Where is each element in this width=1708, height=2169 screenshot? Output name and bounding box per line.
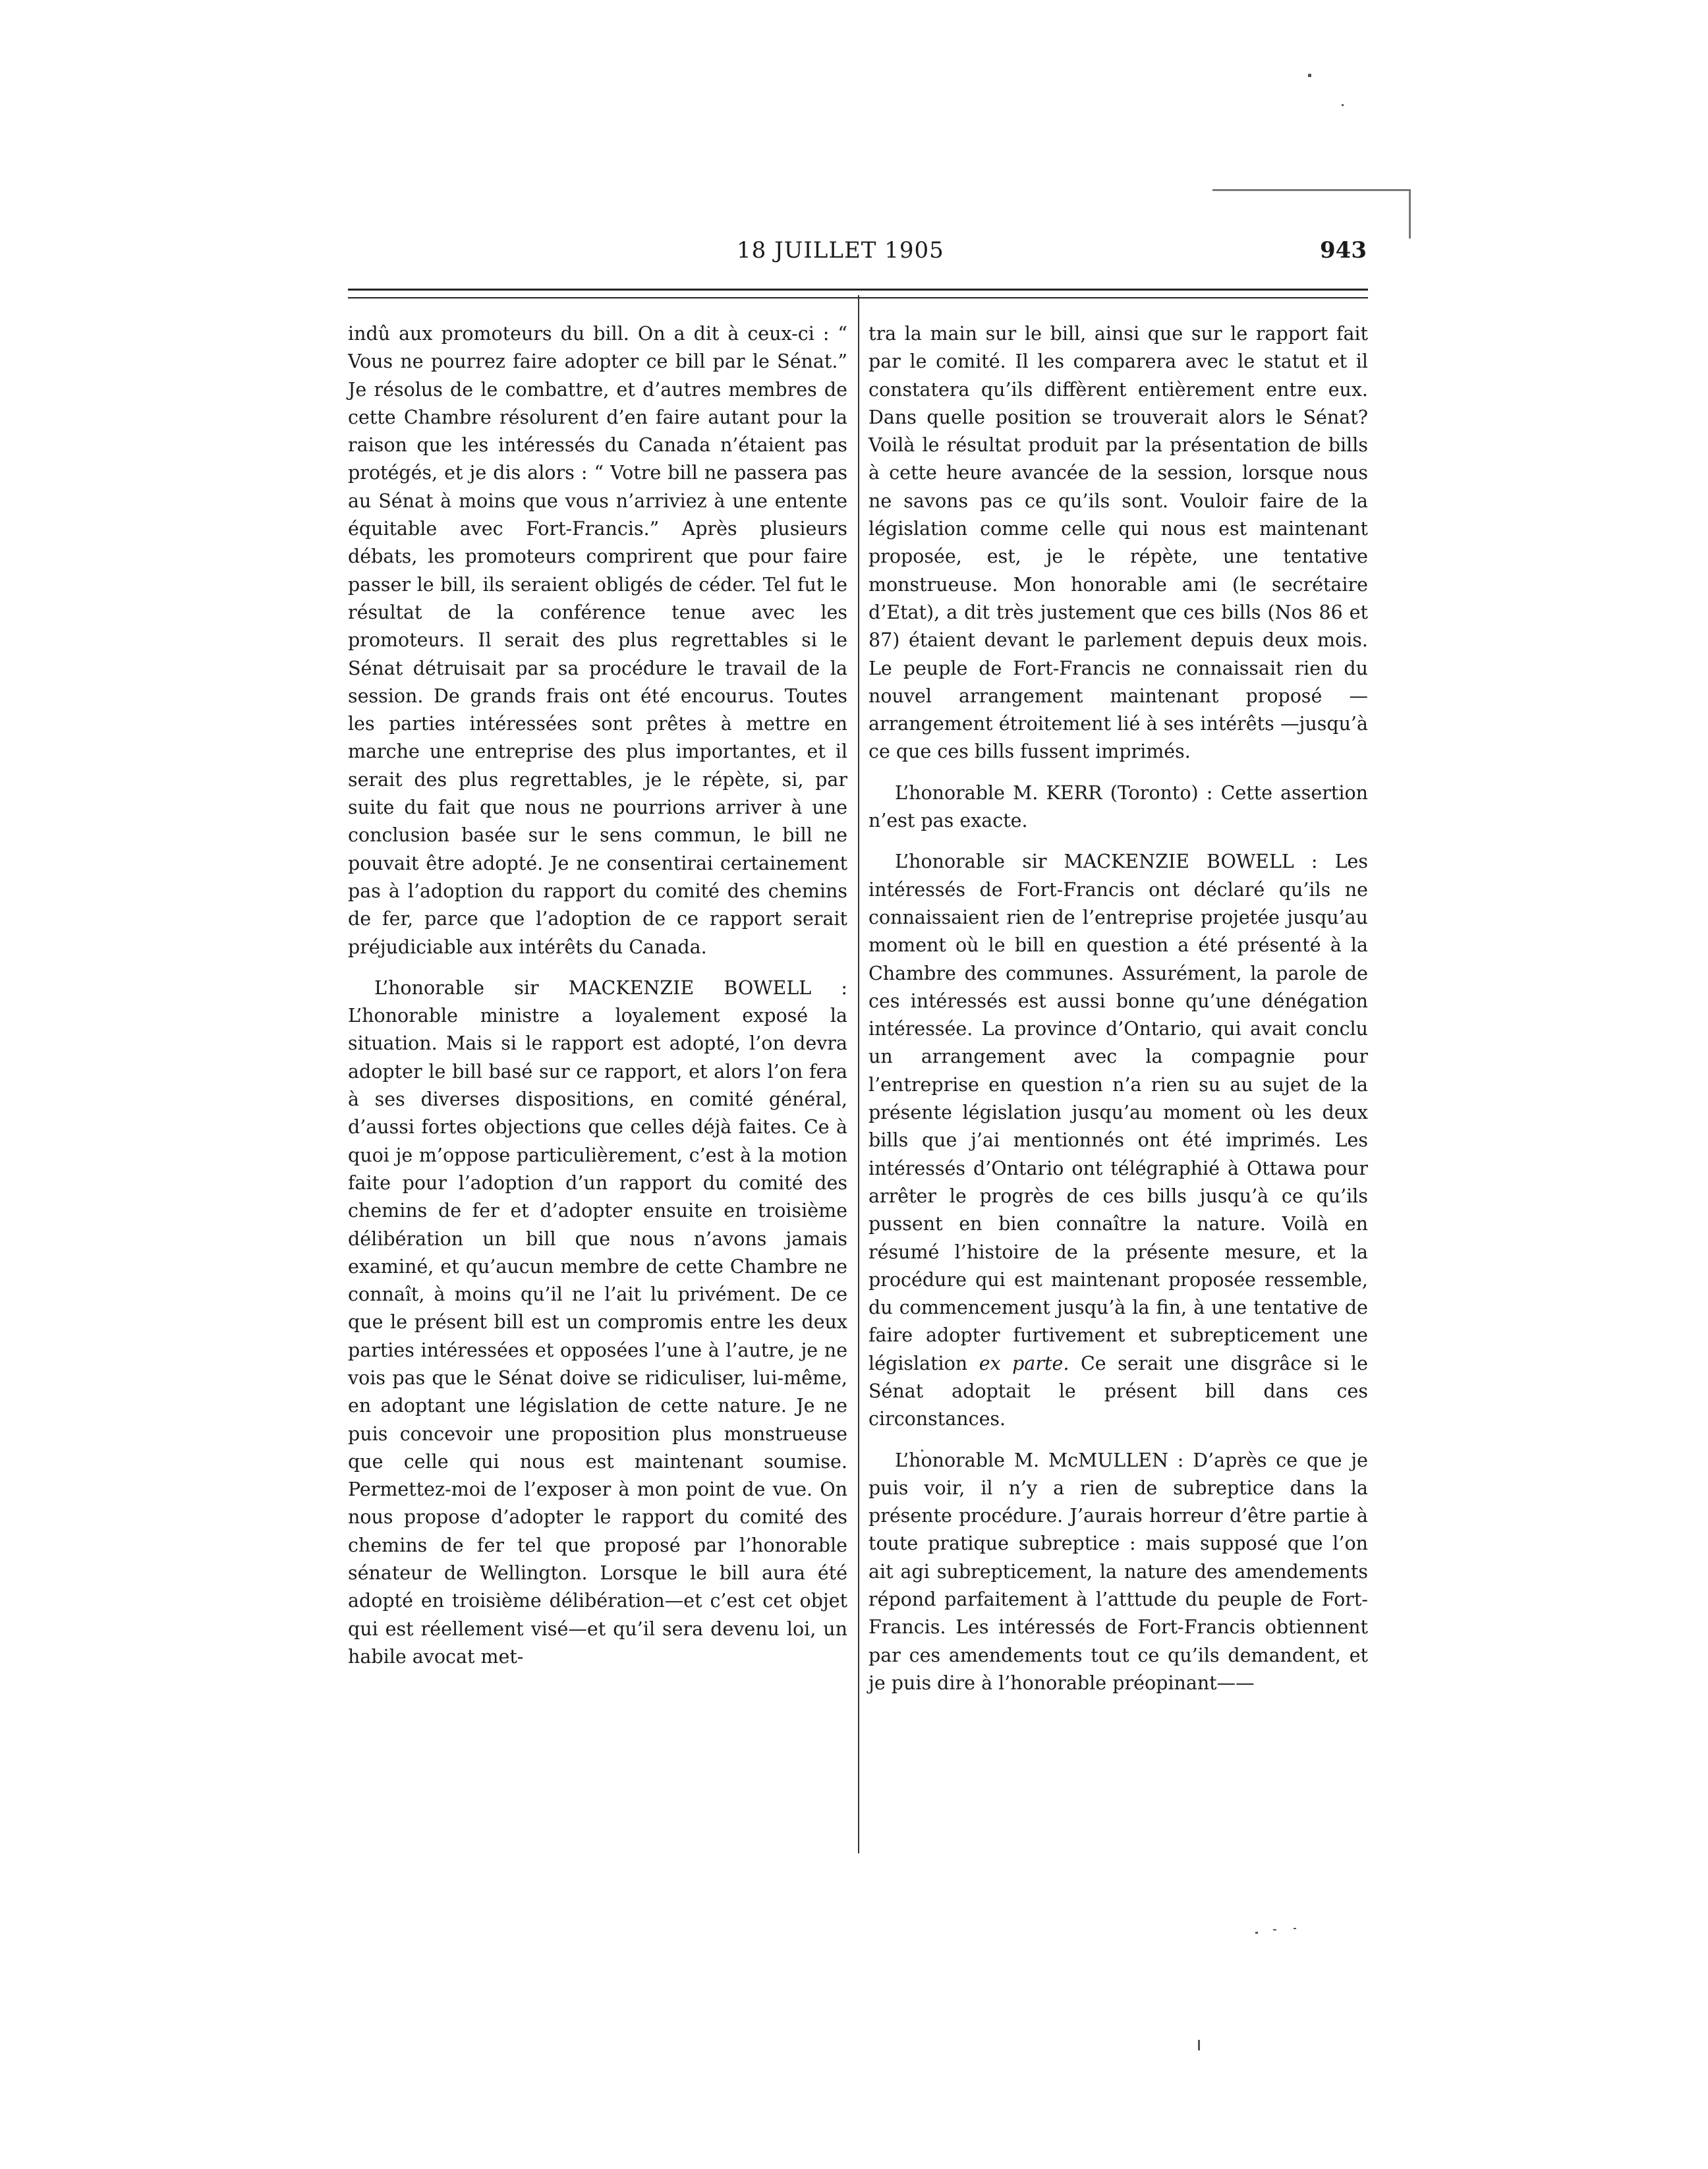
speech-paragraph [868,779,1368,835]
speech-text: D’après ce que je puis voir, il n’y a rien de subreptice dans la présente procédure. J’aurais horreur d’être partie à toute pratique subreptice : mais supposé que l’on ait agi subrepticement, la nature des amendements répond parfaitement à l’atttude du peuple de Fort-Francis. Les intéressés de Fort-Francis obtiennent par ces amendements tout ce qu’ils demandent, et je puis dire à l’honorable préopinant—— [868,1449,1369,1694]
speech-text: L’honorable ministre a loyalement exposé la situation. Mais si le rapport est adopté, l’on devra adopter le bill basé sur ce rapport, et alors l’on fera à ses diverses dispositions, en comité général, d’aussi fortes objections que celles déjà faites. Ce à quoi je m’oppose particulièrement, c’est à la motion faite pour l’adoption d’un rapport du comité des chemins de fer et d’adopter ensuite en troisième délibération un bill que nous n’avons jamais examiné, et qu’aucun membre de cette Chambre ne connaît, à moins qu’il ne l’ait lu privément. De ce que le présent bill est un compromis entre les deux parties intéressées et opposées l’une à l’autre, je ne vois pas que le Sénat doive se ridiculiser, lui-même, en adoptant une législation de cette nature. Je ne puis concevoir une proposition plus monstrueuse que celle qui nous est maintenant soumise. Permettez-moi de l’exposer à mon point de vue. On nous propose d’adopter le rapport du comité des chemins de fer tel que proposé par l’honorable sénateur de Wellington. Lorsque le bill aura été adopté en troisième délibération—et c’est cet objet qui est réellement visé—et qu’il sera devenu loi, un habile avocat met- [348,1005,847,1668]
paragraph: tra la main sur le bill, ainsi que sur le rapport fait par le comité. Il les comparera avec le statut et il constatera qu’ils diffèrent entièrement entre eux. Dans quelle position se trouverait alors le Sénat? Voilà le résultat produit par la présentation de bills à cette heure avancée de la session, lorsque nous ne savons pas ce qu’ils sont. Vouloir faire de la législation comme celle qui nous est maintenant proposée, est, je le répète, une tentative monstrueuse. Mon honorable ami (le secrétaire d’Etat), a dit très justement que ces bills (Nos 86 et 87) étaient devant le parlement depuis deux mois. Le peuple de Fort-Francis ne connaissait rien du nouvel arrangement maintenant proposé —arrangement étroitement lié à ses intérêts —jusqu’à ce que ces bills fussent imprimés. [868,323,1368,763]
speech-text: Les intéressés de Fort-Francis ont déclaré qu’ils ne connaissaient rien de l’entreprise projetée jusqu’au moment où le bill en question a été présenté à la Chambre des communes. Assurément, la parole de ces intéressés est aussi bonne qu’une dénégation intéressée. La province d’Ontario, qui avait conclu un arrangement avec la compagnie pour l’entreprise en question n’a rien su au sujet de la présente législation jusqu’au moment où les deux bills que j’ai mentionnés ont été imprimés. Les intéressés d’Ontario ont télégraphié à Ottawa pour arrêter le progrès de ces bills jusqu’à ce qu’ils pussent en bien connaître la nature. Voilà en résumé l’histoire de la présente mesure, et la procédure qui est maintenant proposée ressemble, du commencement jusqu’à la fin, à une tentative de faire adopter furtivement et subrepticement une législation [868,851,1369,1374]
scan-speck [1308,74,1311,77]
speaker-name: L’honorable sir MACKENZIE BOWELL : [374,976,847,999]
scan-speck [1255,1932,1258,1934]
speech-paragraph [348,974,847,1671]
header-corner-rule-vertical [1409,189,1411,239]
speech-text: Cette assertion n’est pas exacte. [868,781,1368,832]
speech-paragraph [868,848,1368,1433]
left-column [348,320,847,1671]
speech-paragraph [868,1447,1368,1698]
latin-phrase: ex parte. [979,1352,1069,1374]
page-number: 943 [1320,237,1367,264]
scan-speck [1273,1929,1276,1930]
scan-speck [1294,1928,1296,1929]
header-corner-rule [1212,189,1410,191]
speaker-name: L’honorable M. McMULLEN : [895,1449,1184,1471]
scan-speck [1342,104,1344,106]
column-divider [858,295,859,1853]
right-column [868,320,1368,1697]
scan-speck [1198,2040,1200,2050]
header-date: 18 JUILLET 1905 [737,237,944,264]
speech-text-continued: Ce serait une disgrâce si le Sénat adoptait le présent bill dans ces circonstances. [868,1352,1368,1430]
running-header [348,237,1367,270]
speaker-name: L’honorable M. KERR (Toronto) : [895,781,1213,804]
speaker-name: L’honorable sir MACKENZIE BOWELL : [895,851,1318,873]
paragraph: indû aux promoteurs du bill. On a dit à ceux-ci : “ Vous ne pourrez faire adopter ce bill par le Sénat.” Je résolus de le combattre, et d’autres membres de cette Chambre résolurent d’en faire autant pour la raison que les intéressés du Canada n’étaient pas protégés, et je dis alors : “ Votre bill ne passera pas au Sénat à moins que vous n’arriviez à une entente équitable avec Fort-Francis.” Après plusieurs débats, les promoteurs comprirent que pour faire passer le bill, ils seraient obligés de céder. Tel fut le résultat de la conférence tenue avec les promoteurs. Il serait des plus regrettables si le Sénat détruisait par sa procédure le travail de la session. De grands frais ont été encourus. Toutes les parties intéressées sont prêtes à mettre en marche une entreprise des plus importantes, et il serait des plus regrettables, je le répète, si, par suite du fait que nous ne pourrions arriver à une conclusion basée sur le sens commun, le bill ne pouvait être adopté. Je ne consentirai certainement pas à l’adoption du rapport du comité des chemins de fer, parce que l’adoption de ce rapport serait préjudiciable aux intérêts du Canada. [348,323,847,958]
